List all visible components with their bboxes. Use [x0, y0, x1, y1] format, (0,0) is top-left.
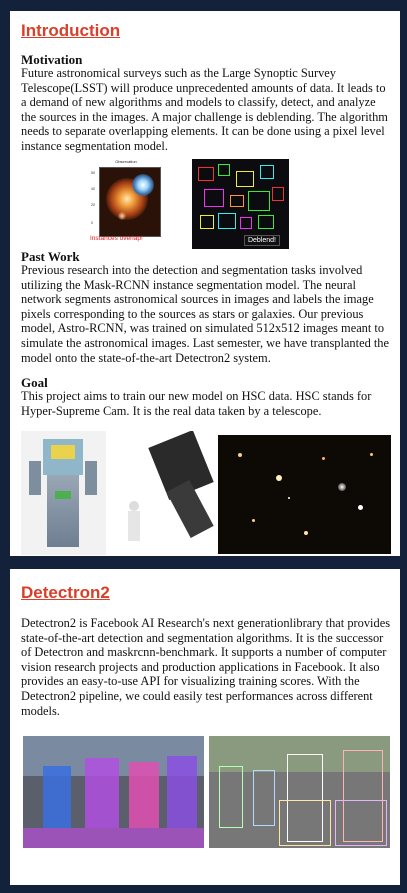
goal-title: Goal — [21, 375, 48, 390]
detection-box — [253, 770, 275, 826]
detection-box — [248, 191, 270, 211]
axis-tick: 40 — [91, 187, 95, 191]
detection-box — [272, 187, 284, 201]
lens-barrel-shape — [47, 475, 79, 547]
star-blob — [132, 174, 154, 196]
side-structure-shape — [85, 461, 97, 495]
goal-text: This project aims to train our new model on HSC data. HSC stands for Hyper-Supreme Cam. It is the real data taken by a telescope. — [21, 389, 372, 418]
person-mask — [129, 762, 159, 828]
camera-detail-shape — [55, 491, 71, 499]
past-work-title: Past Work — [21, 249, 80, 264]
lens-tube-shape — [166, 480, 213, 538]
side-structure-shape — [29, 461, 41, 495]
segmentation-example-image — [23, 736, 204, 848]
person-mask — [43, 766, 71, 828]
detection-box — [230, 195, 244, 207]
person-mask — [85, 758, 119, 828]
hsc-camera-drawing — [21, 431, 106, 555]
detection-box — [260, 165, 274, 179]
camera-detail-shape — [51, 445, 75, 459]
introduction-heading: Introduction — [21, 21, 121, 40]
telescope-camera-model — [123, 431, 223, 555]
detection-box — [279, 800, 331, 846]
detection-box — [218, 213, 236, 229]
detectron2-text: Detectron2 is Facebook AI Research's next generationlibrary that provides state-of-the-art detection and segmentation algorithms. It is the successor of Detectron and maskrcnn-benchmark. It supports a number of computer vision research projects and production applications in Facebook. It also provides an easy-to-use API for visualizing training scores. With the Detectron2 pipeline, we could easily test performances across different models. — [21, 616, 391, 718]
observation-plot-figure — [90, 159, 162, 247]
detection-example-image — [209, 736, 390, 848]
detection-box — [200, 215, 214, 229]
axis-tick: 0 — [91, 221, 93, 225]
axis-tick: 50 — [91, 171, 95, 175]
human-scale-body — [128, 511, 140, 541]
star-point — [338, 483, 346, 491]
detection-box — [258, 215, 274, 229]
detection-box — [219, 766, 243, 828]
motivation-text: Future astronomical surveys such as the Large Synoptic Survey Telescope(LSST) will produce unprecedented amounts of data. It leads to a demand of new algorithms and models to classify, detect, and analyze the sources in the images. A major challenge is deblending. The algorithm needs to separate overlapping elements. It can be done using a pixel level instance segmentation model. — [21, 66, 388, 153]
hsc-star-field-image — [218, 435, 391, 554]
person-mask — [167, 756, 197, 828]
axis-tick: 20 — [91, 203, 95, 207]
star-point — [252, 519, 255, 522]
detection-box — [204, 189, 224, 207]
deblend-caption: Deblend! — [244, 235, 280, 246]
instances-overlap-caption: Instances overlap! — [90, 235, 143, 242]
small-source-blob — [118, 212, 126, 220]
detection-box — [236, 171, 254, 187]
motivation-title: Motivation — [21, 52, 83, 67]
star-point — [238, 453, 242, 457]
detectron2-heading: Detectron2 — [21, 583, 110, 602]
road-mask — [23, 828, 204, 848]
introduction-panel — [10, 11, 400, 556]
star-point — [322, 457, 325, 460]
detection-box — [198, 167, 214, 181]
detection-box — [240, 217, 252, 229]
star-point — [288, 497, 290, 499]
star-point — [370, 453, 373, 456]
star-point — [276, 475, 282, 481]
star-point — [358, 505, 363, 510]
deblend-figure — [192, 159, 289, 249]
star-point — [304, 531, 308, 535]
observation-image — [99, 167, 161, 237]
human-scale-head — [129, 501, 139, 511]
observation-plot-title: Observation — [115, 159, 137, 164]
detectron2-panel — [10, 569, 400, 885]
past-work-text: Previous research into the detection and segmentation tasks involved utilizing the Mask-RCNN instance segmentation model. The neural network segments astronomical sources in images and labels the image pixels corresponding to the sources as stars or galaxies. Our previous model, Astro-RCNN, was trained on simulated 512x512 images meant to simulate the astronomical images. Last semester, we have transplanted the model onto the state-of-the-art Detectron2 system. — [21, 263, 390, 365]
detection-box — [335, 800, 387, 846]
detection-box — [218, 164, 230, 176]
